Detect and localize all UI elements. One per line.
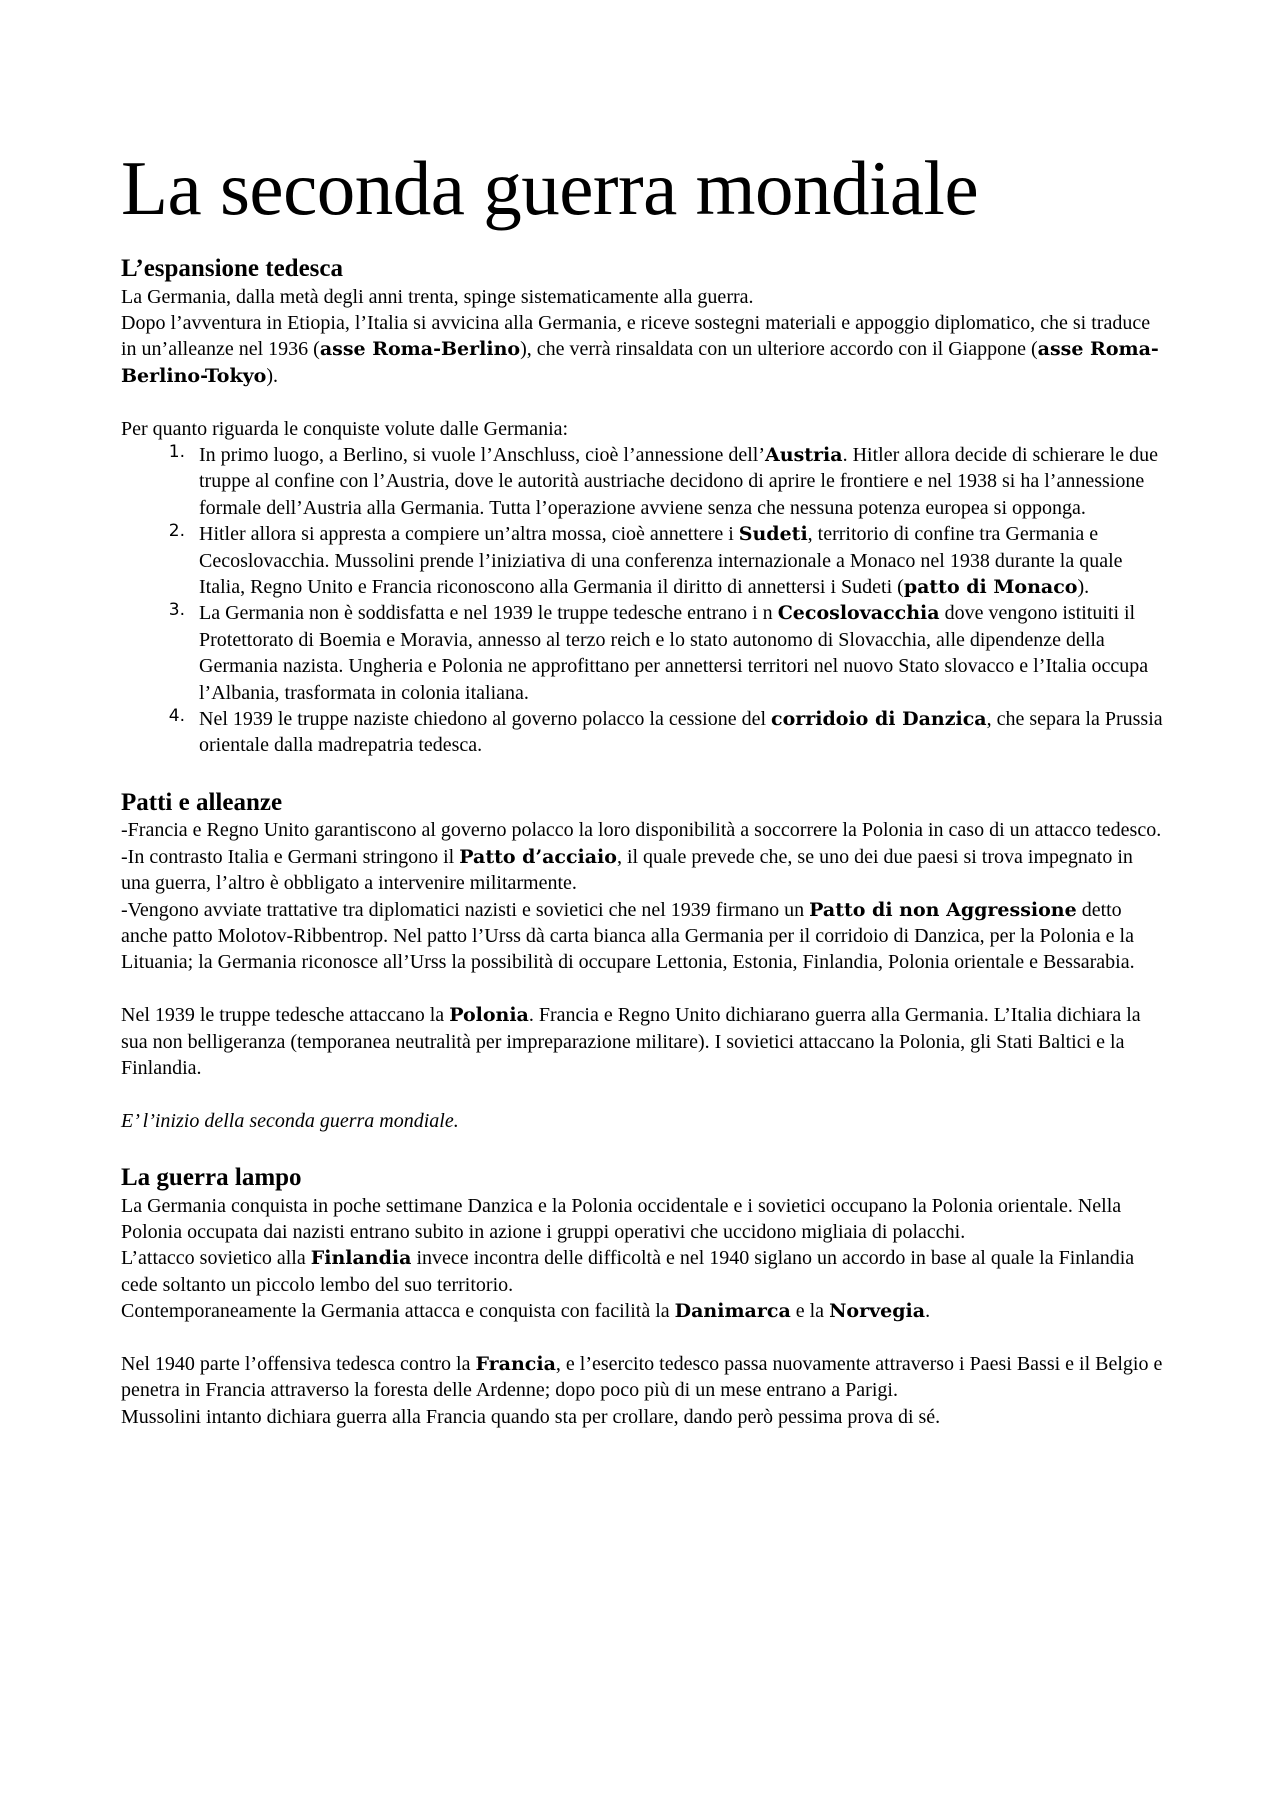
bold-term: Patto d’acciaio (459, 845, 617, 868)
section-heading: L’espansione tedesca (121, 255, 344, 282)
paragraph (121, 1298, 1166, 1324)
conquests-list (121, 442, 1166, 759)
text-run: ). (266, 364, 279, 387)
paragraph (121, 310, 1166, 389)
spacer (121, 1081, 1166, 1107)
bold-term: Cecoslovacchia (777, 602, 940, 625)
list-number: 4. (168, 705, 185, 726)
section-heading: La guerra lampo (121, 1164, 302, 1192)
bold-term: Danimarca (674, 1300, 791, 1323)
paragraph (121, 1002, 1166, 1081)
bold-term: patto di Monaco (903, 575, 1078, 598)
text-run: ). (1077, 575, 1090, 598)
text-run: . (925, 1300, 931, 1323)
paragraph (121, 1351, 1166, 1404)
text-run: Nel 1939 le truppe naziste chiedono al governo polacco la cessione del (199, 707, 772, 730)
text-run: detto anche patto Molotov-Ribbentrop. Nel patto l’Urss dà carta bianca alla Germania per il corridoio di Danzica, per la Polonia e la Lituania; la Germania riconosce all’Urss la possibilità di occupare Lettonia, Estonia, Finlandia, Polonia orientale e Bessarabia. (121, 898, 1135, 974)
list-item (121, 521, 1166, 600)
bold-term: asse Roma-Berlino-Tokyo (121, 338, 1159, 387)
text-run: La Germania non è soddisfatta e nel 1939 le truppe tedesche entrano i n (199, 602, 778, 625)
text-run: dove vengono istituiti il Protettorato di Boemia e Moravia, annesso al terzo reich e lo stato autonomo di Slovacchia, alle dipendenze della Germania nazista. Ungheria e Polonia ne approfittano per annettersi territori nel nuovo Stato slovacco e l’Italia occupa l’Albania, trasformata in colonia italiana. (199, 602, 1149, 704)
text-run: Nel 1939 le truppe tedesche attaccano la (121, 1004, 450, 1027)
list-item (121, 706, 1166, 759)
bold-term: asse Roma-Berlino (319, 338, 521, 361)
text-run: , il quale prevede che, se uno dei due paesi si trova impegnato in una guerra, l’altro è obbligato a intervenire militarmente. (121, 845, 1133, 895)
paragraph (121, 1245, 1166, 1298)
paragraph: -Francia e Regno Unito garantiscono al governo polacco la loro disponibilità a soccorrere la Polonia in caso di un attacco tedesco. (121, 819, 1162, 842)
paragraph (121, 844, 1166, 897)
bold-term: Sudeti (738, 523, 808, 546)
bold-term: Austria (765, 443, 843, 466)
text-run: In primo luogo, a Berlino, si vuole l’Anschluss, cioè l’annessione dell’ (199, 443, 766, 466)
text-run: -Vengono avviate trattative tra diplomatici nazisti e sovietici che nel 1939 firmano un (121, 898, 810, 921)
bold-term: Finlandia (310, 1247, 412, 1270)
list-item (121, 442, 1166, 521)
spacer (121, 1325, 1166, 1351)
text-run: L’attacco sovietico alla (121, 1247, 311, 1270)
spacer (121, 389, 1166, 415)
text-run: e la (790, 1300, 830, 1323)
text-run: , territorio di confine tra Germania e Cecoslovacchia. Mussolini prende l’iniziativa di una conferenza internazionale a Monaco nel 1938 durante la quale Italia, Regno Unito e Francia riconoscono alla Germania il diritto di annettersi i Sudeti ( (199, 523, 1123, 598)
text-run: , e l’esercito tedesco passa nuovamente attraverso i Paesi Bassi e il Belgio e penetra in Francia attraverso la foresta delle Ardenne; dopo poco più di un mese entrano a Parigi. (121, 1353, 1163, 1402)
list-number: 3. (168, 600, 185, 621)
section-heading: Patti e alleanze (121, 788, 283, 816)
text-run: . Hitler allora decide di schierare le due truppe al confine con l’Austria, dove le autorità austriache decidono di aprire le frontiere e nel 1938 si ha l’annessione formale dell’Austria alla Germania. Tutta l’operazione avviene senza che nessuna potenza europea si opponga. (199, 443, 1158, 519)
page-title: La seconda guerra mondiale (121, 145, 979, 231)
text-run: Hitler allora si appresta a compiere un’altra mossa, cioè annettere i (199, 523, 739, 546)
bold-term: corridoio di Danzica (771, 707, 987, 730)
text-run: ), che verrà rinsaldata con un ulteriore accordo con il Giappone ( (520, 338, 1038, 361)
spacer (121, 759, 1166, 789)
spacer (121, 1134, 1166, 1164)
list-number: 1. (168, 441, 185, 462)
document-page (121, 145, 1166, 1430)
bold-term: Norvegia (829, 1300, 926, 1323)
italic-text: E’ l’inizio della seconda guerra mondiale. (121, 1109, 459, 1132)
section-patti-alleanze (121, 789, 1166, 1134)
bold-term: Francia (475, 1353, 556, 1376)
list-number: 2. (168, 521, 185, 542)
spacer (121, 976, 1166, 1002)
text-run: , che separa la Prussia orientale dalla madrepatria tedesca. (199, 707, 1163, 757)
paragraph: Per quanto riguarda le conquiste volute dalle Germania: (121, 417, 569, 440)
text-run: -In contrasto Italia e Germani stringono il (121, 845, 460, 868)
paragraph: Mussolini intanto dichiara guerra alla Francia quando sta per crollare, dando però pessima prova di sé. (121, 1405, 941, 1428)
text-run: invece incontra delle difficoltà e nel 1940 siglano un accordo in base al quale la Finlandia cede soltanto un piccolo lembo del suo territorio. (121, 1247, 1135, 1296)
paragraph (121, 1108, 1166, 1134)
paragraph: La Germania, dalla metà degli anni trenta, spinge sistematicamente alla guerra. (121, 285, 754, 308)
text-run: Dopo l’avventura in Etiopia, l’Italia si avvicina alla Germania, e riceve sostegni materiali e appoggio diplomatico, che si traduce in un’alleanze nel 1936 ( (121, 311, 1151, 361)
bold-term: Polonia (449, 1004, 529, 1027)
text-run: . Francia e Regno Unito dichiarano guerra alla Germania. L’Italia dichiara la sua non belligeranza (temporanea neutralità per impreparazione militare). I sovietici attaccano la Polonia, gli Stati Baltici e la Finlandia. (121, 1004, 1141, 1079)
text-run: Nel 1940 parte l’offensiva tedesca contro la (121, 1353, 476, 1376)
bold-term: Patto di non Aggressione (809, 898, 1077, 921)
paragraph: La Germania conquista in poche settimane Danzica e la Polonia occidentale e i sovietici occupano la Polonia orientale. Nella Polonia occupata dai nazisti entrano subito in azione i gruppi operativi che uccidono migliaia di polacchi. (121, 1194, 1122, 1244)
list-item (121, 600, 1166, 706)
paragraph (121, 897, 1166, 976)
text-run: Contemporaneamente la Germania attacca e conquista con facilità la (121, 1300, 675, 1323)
section-espansione-tedesca (121, 255, 1166, 759)
section-guerra-lampo (121, 1164, 1166, 1430)
